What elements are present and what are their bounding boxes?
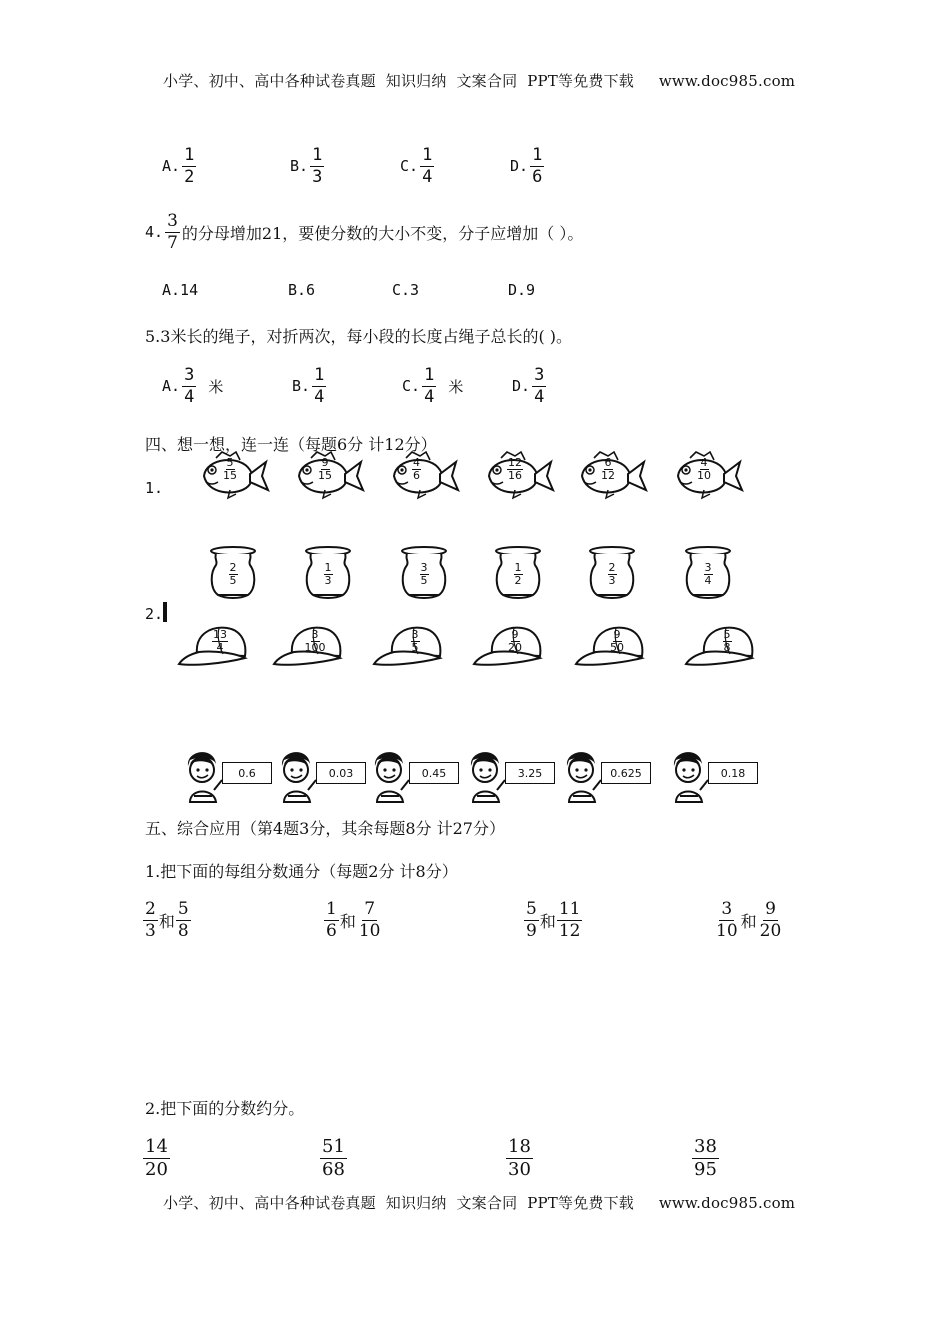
fishbowl-card bbox=[683, 545, 733, 601]
fish-card bbox=[674, 450, 744, 500]
section5-title: 五、综合应用（第4题3分，其余每题8分 计27分） bbox=[145, 819, 505, 838]
decimal-box: 0.625 bbox=[601, 762, 651, 784]
fish-fraction: $\frac{5}{15}$ bbox=[223, 456, 237, 483]
fraction-pair-1: $\frac{2}{3}$ 和 $\frac{5}{8}$ bbox=[145, 899, 189, 941]
section5-q2-title: 2.把下面的分数约分。 bbox=[145, 1099, 305, 1118]
cap-fraction: $\frac{5}{8}$ bbox=[723, 628, 731, 655]
q4-option-d: D.9 bbox=[508, 281, 536, 299]
q4-option-a: A.14 bbox=[162, 281, 199, 299]
cap-card bbox=[272, 624, 344, 668]
cap-fraction: $\frac{3}{100}$ bbox=[304, 628, 326, 655]
kid-card bbox=[666, 744, 761, 804]
q5-question: 5.3米长的绳子，对折两次，每小段的长度占绳子总长的( )。 bbox=[145, 327, 573, 346]
q3-option-c: C. $\frac{1}{4}$ bbox=[400, 145, 433, 187]
decimal-box: 0.6 bbox=[222, 762, 272, 784]
kid-card bbox=[367, 744, 462, 804]
cap-card bbox=[177, 624, 249, 668]
fraction-pair-4: $\frac{3}{10}$ 和 $\frac{9}{20}$ bbox=[716, 899, 782, 941]
page-footer: 小学、初中、高中各种试卷真题 知识归纳 文案合同 PPT等免费下载 www.doc985.com bbox=[163, 1194, 796, 1212]
fraction-pair-2: $\frac{1}{6}$ 和 $\frac{7}{10}$ bbox=[326, 899, 381, 941]
cap-fraction: $\frac{9}{50}$ bbox=[610, 628, 624, 655]
cap-card bbox=[574, 624, 646, 668]
fishbowl-card bbox=[303, 545, 353, 601]
fish-fraction: $\frac{12}{16}$ bbox=[508, 456, 522, 483]
fish-icon bbox=[390, 450, 460, 500]
fish-fraction: $\frac{9}{15}$ bbox=[318, 456, 332, 483]
cap-fraction: $\frac{13}{4}$ bbox=[213, 628, 227, 655]
fishbowl-card bbox=[399, 545, 449, 601]
fishbowl-card bbox=[208, 545, 258, 601]
fishbowl-card bbox=[587, 545, 637, 601]
fish-card bbox=[390, 450, 460, 500]
fishbowl-fraction: $\frac{3}{4}$ bbox=[704, 561, 712, 588]
q5-option-d: D. $\frac{3}{4}$ bbox=[512, 365, 545, 407]
fish-fraction: $\frac{6}{12}$ bbox=[601, 456, 615, 483]
kid-icon bbox=[180, 744, 224, 804]
reduce-fraction-1: $\frac{14}{20}$ bbox=[145, 1136, 168, 1180]
q5-option-a: A. $\frac{3}{4}$ 米 bbox=[162, 365, 224, 407]
kid-icon bbox=[274, 744, 318, 804]
q3-option-a: A. $\frac{1}{2}$ bbox=[162, 145, 195, 187]
cap-fraction: $\frac{3}{5}$ bbox=[411, 628, 419, 655]
decimal-box: 0.03 bbox=[316, 762, 366, 784]
page-header: 小学、初中、高中各种试卷真题 知识归纳 文案合同 PPT等免费下载 www.doc985.com bbox=[163, 72, 796, 90]
kid-card bbox=[559, 744, 654, 804]
cap-card bbox=[684, 624, 756, 668]
fish-card bbox=[200, 450, 270, 500]
section5-q1-title: 1.把下面的每组分数通分（每题2分 计8分） bbox=[145, 862, 458, 881]
section4-title: 四、想一想，连一连（每题6分 计12分） bbox=[145, 435, 437, 454]
text-cursor-mark bbox=[163, 602, 167, 622]
q4-question: 4. $\frac{3}{7}$ 的分母增加21，要使分数的大小不变，分子应增加（ ）。 bbox=[145, 211, 584, 253]
fishbowl-fraction: $\frac{2}{3}$ bbox=[608, 561, 616, 588]
reduce-fraction-2: $\frac{51}{68}$ bbox=[322, 1136, 345, 1180]
section4-q2-label: 2. bbox=[145, 605, 164, 623]
section4-q1-label: 1. bbox=[145, 479, 164, 497]
q3-option-b: B. $\frac{1}{3}$ bbox=[290, 145, 323, 187]
fishbowl-fraction: $\frac{3}{5}$ bbox=[420, 561, 428, 588]
cap-card bbox=[472, 624, 544, 668]
fish-fraction: $\frac{4}{10}$ bbox=[697, 456, 711, 483]
q4-option-b: B.6 bbox=[288, 281, 316, 299]
fishbowl-fraction: $\frac{2}{5}$ bbox=[229, 561, 237, 588]
q3-options bbox=[162, 146, 762, 190]
decimal-box: 3.25 bbox=[505, 762, 555, 784]
decimal-box: 0.18 bbox=[708, 762, 758, 784]
fish-card bbox=[295, 450, 365, 500]
fishbowl-fraction: $\frac{1}{3}$ bbox=[324, 561, 332, 588]
kid-icon bbox=[463, 744, 507, 804]
kid-card bbox=[274, 744, 369, 804]
kid-icon bbox=[367, 744, 411, 804]
fishbowl-fraction: $\frac{1}{2}$ bbox=[514, 561, 522, 588]
kid-icon bbox=[559, 744, 603, 804]
cap-fraction: $\frac{9}{20}$ bbox=[508, 628, 522, 655]
q4-option-c: C.3 bbox=[392, 281, 420, 299]
kid-card bbox=[180, 744, 275, 804]
fish-card bbox=[578, 450, 648, 500]
q3-option-d: D. $\frac{1}{6}$ bbox=[510, 145, 543, 187]
fraction-pair-3: $\frac{5}{9}$ 和 $\frac{11}{12}$ bbox=[526, 899, 581, 941]
fish-card bbox=[485, 450, 555, 500]
fishbowl-card bbox=[493, 545, 543, 601]
kid-icon bbox=[666, 744, 710, 804]
reduce-fraction-4: $\frac{38}{95}$ bbox=[694, 1136, 717, 1180]
q5-option-c: C. $\frac{1}{4}$ 米 bbox=[402, 365, 464, 407]
decimal-box: 0.45 bbox=[409, 762, 459, 784]
fish-fraction: $\frac{4}{6}$ bbox=[413, 456, 420, 483]
reduce-fraction-3: $\frac{18}{30}$ bbox=[508, 1136, 531, 1180]
cap-card bbox=[372, 624, 444, 668]
q5-option-b: B. $\frac{1}{4}$ bbox=[292, 365, 325, 407]
kid-card bbox=[463, 744, 558, 804]
